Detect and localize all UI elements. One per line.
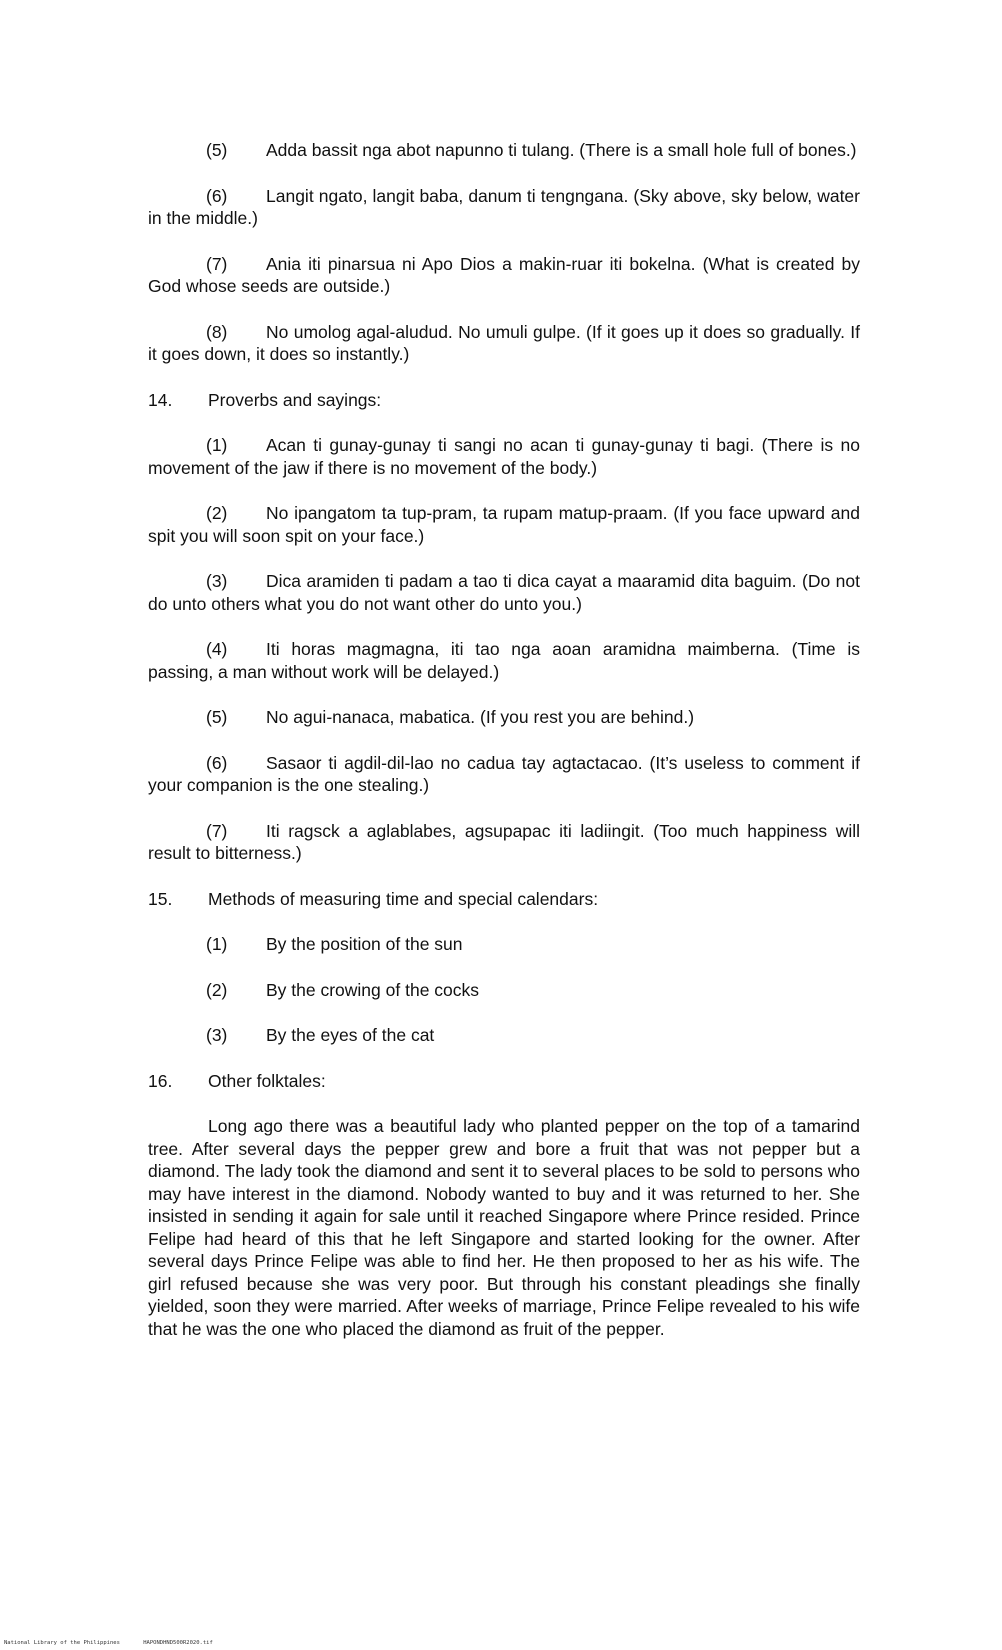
proverb-item <box>148 502 860 547</box>
item-number: (3) <box>206 571 228 591</box>
item-number: (8) <box>206 321 228 342</box>
item-text: Ania iti pinarsua ni Apo Dios a makin-ruar iti bokelna. (What is created by God whose seeds are outside.) <box>148 253 860 296</box>
item-number: (1) <box>206 435 228 455</box>
section-title: Methods of measuring time and special calendars: <box>208 888 599 909</box>
item-text: Dica aramiden ti padam a tao ti dica cayat a maaramid dita baguim. (Do not do unto others what you do not want other do unto you.) <box>148 571 860 614</box>
item-text: No umolog agal-aludud. No umuli gulpe. (If it goes up it does so gradually. If it goes down, it does so instantly.) <box>148 321 860 364</box>
item-number: (3) <box>206 1025 228 1045</box>
proverb-item <box>148 706 860 729</box>
item-number: (6) <box>206 185 228 206</box>
item-number: (7) <box>206 820 228 841</box>
proverb-item <box>148 752 860 797</box>
document-content <box>148 139 860 1340</box>
footer-library-name: National Library of the Philippines <box>4 1640 120 1646</box>
item-number: (1) <box>206 934 228 954</box>
item-text: Iti ragsck a aglablabes, agsupapac iti ladiingit. (Too much happiness will result to bitterness.) <box>148 820 860 863</box>
item-number: (5) <box>206 707 228 727</box>
section-title: Other folktales: <box>208 1070 326 1091</box>
item-text: By the position of the sun <box>266 934 463 954</box>
proverb-item <box>148 638 860 683</box>
proverb-item <box>148 820 860 865</box>
section-number: 16. <box>148 1070 173 1091</box>
item-number: (2) <box>206 979 228 1000</box>
item-text: By the eyes of the cat <box>266 1025 435 1045</box>
item-number: (7) <box>206 253 228 274</box>
folktale-paragraph: Long ago there was a beautiful lady who planted pepper on the top of a tamarind tree. After several days the pepper grew and bore a fruit that was not pepper but a diamond. The lady took the diamond and sent it to several places to be sold to persons who may have interest in the diamond. Nobody wanted to buy and it was returned to her. She insisted in sending it again for sale until it reached Singapore where Prince resided. Prince Felipe had heard of this that he left Singapore and started looking for the owner. After several days Prince Felipe was able to find her. He then proposed to her as his wife. The girl refused because she was very poor. But through his constant pleadings she finally yielded, soon they were married. After weeks of marriage, Prince Felipe revealed to his wife that he was the one who placed the diamond as fruit of the pepper. <box>148 1116 860 1339</box>
section-heading-proverbs <box>148 389 860 412</box>
item-number: (6) <box>206 752 228 773</box>
section-title: Proverbs and sayings: <box>208 389 382 410</box>
item-text: No ipangatom ta tup-pram, ta rupam matup-praam. (If you face upward and spit you will soon spit on your face.) <box>148 503 860 546</box>
item-text: Adda bassit nga abot napunno ti tulang. (There is a small hole full of bones.) <box>266 140 857 160</box>
riddle-item <box>148 321 860 366</box>
item-text: Langit ngato, langit baba, danum ti tengngana. (Sky above, sky below, water in the middle.) <box>148 185 860 228</box>
item-text: Iti horas magmagna, iti tao nga aoan aramidna maimberna. (Time is passing, a man without work will be delayed.) <box>148 639 860 682</box>
item-text: No agui-nanaca, mabatica. (If you rest you are behind.) <box>266 707 695 727</box>
proverb-item <box>148 434 860 479</box>
section-heading-time-methods <box>148 888 860 911</box>
method-item <box>148 1024 860 1047</box>
footer-file-id: HAPONDHND500R2020.tif <box>143 1640 213 1646</box>
proverb-item <box>148 570 860 615</box>
item-text: By the crowing of the cocks <box>266 979 480 1000</box>
riddle-item <box>148 185 860 230</box>
method-item <box>148 933 860 956</box>
riddle-item <box>148 253 860 298</box>
section-heading-folktales <box>148 1070 860 1093</box>
section-number: 14. <box>148 389 173 410</box>
item-number: (4) <box>206 639 228 659</box>
item-text: Sasaor ti agdil-dil-lao no cadua tay agtactacao. (It’s useless to comment if your companion is the one stealing.) <box>148 752 860 795</box>
item-text: Acan ti gunay-gunay ti sangi no acan ti gunay-gunay ti bagi. (There is no movement of the jaw if there is no movement of the body.) <box>148 435 860 478</box>
riddle-item <box>148 139 860 162</box>
section-number: 15. <box>148 888 173 909</box>
item-number: (5) <box>206 140 228 160</box>
method-item <box>148 979 860 1002</box>
page-footer <box>4 1640 233 1646</box>
item-number: (2) <box>206 503 228 523</box>
